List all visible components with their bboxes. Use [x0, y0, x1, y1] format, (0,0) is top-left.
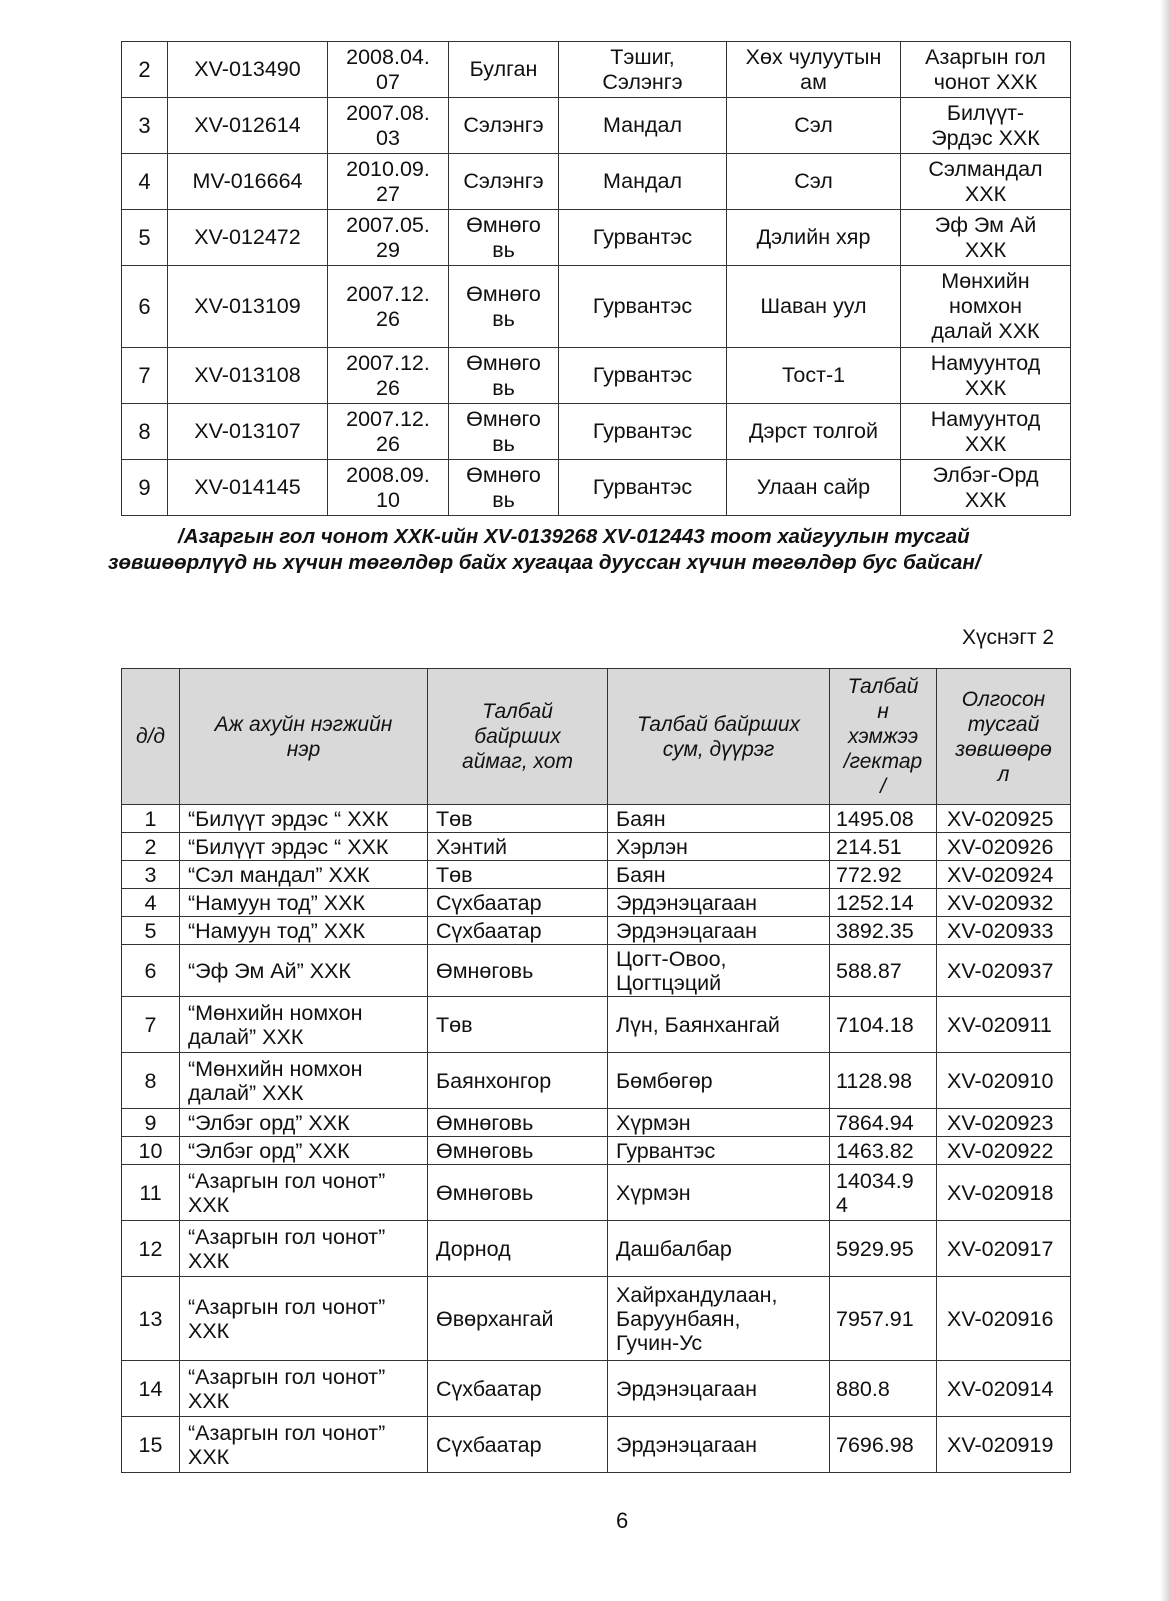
licenses-table-continued	[121, 41, 1071, 516]
aimag-cell: Сүхбаатар	[428, 1417, 608, 1473]
sum-cell: Гурвантэс	[559, 210, 727, 266]
row-number-cell: 1	[122, 805, 180, 833]
company-name-cell: “Эф Эм Ай” ХХК	[180, 945, 428, 997]
sum-cell: Гурвантэс	[559, 266, 727, 348]
sum-cell: Гурвантэс	[559, 460, 727, 516]
license-cell: XV-020925	[937, 805, 1071, 833]
sum-cell: Эрдэнэцагаан	[608, 917, 830, 945]
row-number-cell: 6	[122, 266, 168, 348]
aimag-cell: Баянхонгор	[428, 1053, 608, 1109]
row-number-cell: 8	[122, 404, 168, 460]
aimag-cell: Сүхбаатар	[428, 1361, 608, 1417]
row-number-cell: 11	[122, 1165, 180, 1221]
row-number-cell: 2	[122, 42, 168, 98]
place-name-cell: Хөх чулуутын ам	[727, 42, 901, 98]
sum-cell: Баян	[608, 861, 830, 889]
issue-date-cell: 2010.09. 27	[328, 154, 449, 210]
aimag-cell: Өмнөговь	[428, 1137, 608, 1165]
area-cell: 880.8	[830, 1361, 937, 1417]
company-name-cell: “Элбэг орд” ХХК	[180, 1109, 428, 1137]
issue-date-cell: 2007.12. 26	[328, 404, 449, 460]
issue-date-cell: 2007.12. 26	[328, 266, 449, 348]
sum-cell: Тэшиг, Сэлэнгэ	[559, 42, 727, 98]
table-row	[122, 1417, 1071, 1473]
sum-cell: Бөмбөгөр	[608, 1053, 830, 1109]
license-cell: XV-020914	[937, 1361, 1071, 1417]
area-cell: 7864.94	[830, 1109, 937, 1137]
place-name-cell: Сэл	[727, 98, 901, 154]
company-cell: Намуунтод ХХК	[901, 404, 1071, 460]
area-cell: 1495.08	[830, 805, 937, 833]
company-cell: Элбэг-Орд ХХК	[901, 460, 1071, 516]
row-number-cell: 9	[122, 1109, 180, 1137]
table-row	[122, 460, 1071, 516]
table-row	[122, 1109, 1071, 1137]
company-cell: Эф Эм Ай ХХК	[901, 210, 1071, 266]
table-caption: Хүснэгт 2	[962, 626, 1055, 649]
aimag-cell: Өмнөговь	[428, 1165, 608, 1221]
license-cell: XV-020918	[937, 1165, 1071, 1221]
aimag-cell: Өмнөго вь	[449, 348, 559, 404]
table-row	[122, 42, 1071, 98]
row-number-cell: 2	[122, 833, 180, 861]
aimag-cell: Булган	[449, 42, 559, 98]
license-cell: XV-020917	[937, 1221, 1071, 1277]
sum-cell: Мандал	[559, 98, 727, 154]
aimag-cell: Төв	[428, 805, 608, 833]
table-row	[122, 917, 1071, 945]
issue-date-cell: 2007.08. 03	[328, 98, 449, 154]
license-code-cell: XV-013490	[168, 42, 328, 98]
area-cell: 214.51	[830, 833, 937, 861]
license-code-cell: XV-013109	[168, 266, 328, 348]
sum-cell: Хэрлэн	[608, 833, 830, 861]
table-row	[122, 1361, 1071, 1417]
company-name-cell: “Азаргын гол чонот” ХХК	[180, 1221, 428, 1277]
aimag-cell: Хэнтий	[428, 833, 608, 861]
company-cell: Билүүт- Эрдэс ХХК	[901, 98, 1071, 154]
license-cell: XV-020911	[937, 997, 1071, 1053]
company-name-cell: “Азаргын гол чонот” ХХК	[180, 1165, 428, 1221]
license-cell: XV-020926	[937, 833, 1071, 861]
row-number-cell: 14	[122, 1361, 180, 1417]
license-cell: XV-020932	[937, 889, 1071, 917]
page-number: 6	[616, 1508, 629, 1533]
row-number-cell: 12	[122, 1221, 180, 1277]
area-cell: 7957.91	[830, 1277, 937, 1361]
scan-edge-shadow	[1160, 0, 1170, 1601]
sum-cell: Цогт-Овоо, Цогтцэций	[608, 945, 830, 997]
sum-cell: Хайрхандулаан, Баруунбаян, Гучин-Ус	[608, 1277, 830, 1361]
row-number-cell: 7	[122, 997, 180, 1053]
company-name-cell: “Намуун тод” ХХК	[180, 889, 428, 917]
table-row	[122, 1137, 1071, 1165]
table-row	[122, 404, 1071, 460]
header-sum: Талбай байрших сум, дүүрэг	[608, 669, 830, 805]
header-license: Олгосон тусгай зөвшөөрө л	[937, 669, 1071, 805]
row-number-cell: 5	[122, 917, 180, 945]
company-name-cell: “Намуун тод” ХХК	[180, 917, 428, 945]
table-note: /Азаргын гол чонот ХХК-ийн XV-0139268 XV-012443 тоот хайгуулын тусгай зөвшөөрлүүд нь хүчин төгөлдөр байх хугацаа дууссан хүчин төгөлдөр бус байсан/	[108, 525, 981, 574]
license-code-cell: XV-012472	[168, 210, 328, 266]
place-name-cell: Улаан сайр	[727, 460, 901, 516]
company-cell: Мөнхийн номхон далай ХХК	[901, 266, 1071, 348]
row-number-cell: 4	[122, 889, 180, 917]
area-cell: 7696.98	[830, 1417, 937, 1473]
license-cell: XV-020924	[937, 861, 1071, 889]
sum-cell: Хүрмэн	[608, 1109, 830, 1137]
aimag-cell: Өмнөго вь	[449, 460, 559, 516]
row-number-cell: 3	[122, 98, 168, 154]
aimag-cell: Өмнөговь	[428, 945, 608, 997]
sum-cell: Эрдэнэцагаан	[608, 889, 830, 917]
license-code-cell: XV-014145	[168, 460, 328, 516]
sum-cell: Гурвантэс	[608, 1137, 830, 1165]
place-name-cell: Тост-1	[727, 348, 901, 404]
issue-date-cell: 2007.12. 26	[328, 348, 449, 404]
aimag-cell: Өвөрхангай	[428, 1277, 608, 1361]
table-row	[122, 861, 1071, 889]
license-cell: XV-020916	[937, 1277, 1071, 1361]
row-number-cell: 6	[122, 945, 180, 997]
table-row	[122, 945, 1071, 997]
table-row	[122, 1165, 1071, 1221]
aimag-cell: Өмнөго вь	[449, 266, 559, 348]
area-cell: 772.92	[830, 861, 937, 889]
area-cell: 5929.95	[830, 1221, 937, 1277]
area-cell: 3892.35	[830, 917, 937, 945]
place-name-cell: Сэл	[727, 154, 901, 210]
company-cell: Сэлмандал ХХК	[901, 154, 1071, 210]
row-number-cell: 9	[122, 460, 168, 516]
license-code-cell: XV-013108	[168, 348, 328, 404]
aimag-cell: Өмнөго вь	[449, 210, 559, 266]
table-row	[122, 348, 1071, 404]
area-cell: 7104.18	[830, 997, 937, 1053]
aimag-cell: Сэлэнгэ	[449, 154, 559, 210]
license-cell: XV-020910	[937, 1053, 1071, 1109]
sum-cell: Лүн, Баянхангай	[608, 997, 830, 1053]
place-name-cell: Дэлийн хяр	[727, 210, 901, 266]
company-cell: Намуунтод ХХК	[901, 348, 1071, 404]
license-cell: XV-020933	[937, 917, 1071, 945]
aimag-cell: Өмнөговь	[428, 1109, 608, 1137]
company-name-cell: “Мөнхийн номхон далай” ХХК	[180, 1053, 428, 1109]
table2-header-row	[122, 669, 1071, 805]
place-name-cell: Дэрст толгой	[727, 404, 901, 460]
license-cell: XV-020922	[937, 1137, 1071, 1165]
table-row	[122, 1221, 1071, 1277]
aimag-cell: Төв	[428, 997, 608, 1053]
sum-cell: Гурвантэс	[559, 404, 727, 460]
company-cell: Азаргын гол чонот ХХК	[901, 42, 1071, 98]
row-number-cell: 5	[122, 210, 168, 266]
row-number-cell: 3	[122, 861, 180, 889]
company-name-cell: “Азаргын гол чонот” ХХК	[180, 1361, 428, 1417]
license-code-cell: XV-013107	[168, 404, 328, 460]
place-name-cell: Шаван уул	[727, 266, 901, 348]
row-number-cell: 15	[122, 1417, 180, 1473]
license-cell: XV-020923	[937, 1109, 1071, 1137]
company-name-cell: “Азаргын гол чонот” ХХК	[180, 1277, 428, 1361]
table-row	[122, 98, 1071, 154]
area-cell: 1252.14	[830, 889, 937, 917]
table-row	[122, 1277, 1071, 1361]
row-number-cell: 4	[122, 154, 168, 210]
row-number-cell: 7	[122, 348, 168, 404]
issue-date-cell: 2007.05. 29	[328, 210, 449, 266]
area-cell: 1128.98	[830, 1053, 937, 1109]
table-row	[122, 154, 1071, 210]
company-name-cell: “Азаргын гол чонот” ХХК	[180, 1417, 428, 1473]
header-company-name: Аж ахуйн нэгжийн нэр	[180, 669, 428, 805]
aimag-cell: Сэлэнгэ	[449, 98, 559, 154]
license-code-cell: XV-012614	[168, 98, 328, 154]
sum-cell: Эрдэнэцагаан	[608, 1417, 830, 1473]
company-name-cell: “Билүүт эрдэс “ ХХК	[180, 833, 428, 861]
license-code-cell: MV-016664	[168, 154, 328, 210]
aimag-cell: Сүхбаатар	[428, 889, 608, 917]
row-number-cell: 13	[122, 1277, 180, 1361]
table-row	[122, 266, 1071, 348]
aimag-cell: Дорнод	[428, 1221, 608, 1277]
aimag-cell: Сүхбаатар	[428, 917, 608, 945]
table-row	[122, 805, 1071, 833]
license-cell: XV-020937	[937, 945, 1071, 997]
area-cell: 14034.9 4	[830, 1165, 937, 1221]
aimag-cell: Өмнөго вь	[449, 404, 559, 460]
company-name-cell: “Элбэг орд” ХХК	[180, 1137, 428, 1165]
sum-cell: Баян	[608, 805, 830, 833]
issue-date-cell: 2008.04. 07	[328, 42, 449, 98]
license-cell: XV-020919	[937, 1417, 1071, 1473]
header-aimag: Талбай байрших аймаг, хот	[428, 669, 608, 805]
sum-cell: Эрдэнэцагаан	[608, 1361, 830, 1417]
sum-cell: Дашбалбар	[608, 1221, 830, 1277]
area-cell: 588.87	[830, 945, 937, 997]
table-row	[122, 1053, 1071, 1109]
table-row	[122, 833, 1071, 861]
row-number-cell: 8	[122, 1053, 180, 1109]
sum-cell: Мандал	[559, 154, 727, 210]
issue-date-cell: 2008.09. 10	[328, 460, 449, 516]
company-name-cell: “Сэл мандал” ХХК	[180, 861, 428, 889]
company-name-cell: “Мөнхийн номхон далай” ХХК	[180, 997, 428, 1053]
company-name-cell: “Билүүт эрдэс “ ХХК	[180, 805, 428, 833]
table-row	[122, 997, 1071, 1053]
table-row	[122, 210, 1071, 266]
area-cell: 1463.82	[830, 1137, 937, 1165]
aimag-cell: Төв	[428, 861, 608, 889]
row-number-cell: 10	[122, 1137, 180, 1165]
licenses-table-2	[121, 668, 1071, 1473]
sum-cell: Хүрмэн	[608, 1165, 830, 1221]
sum-cell: Гурвантэс	[559, 348, 727, 404]
table-row	[122, 889, 1071, 917]
header-no: д/д	[122, 669, 180, 805]
header-area: Талбай н хэмжээ /гектар /	[830, 669, 937, 805]
